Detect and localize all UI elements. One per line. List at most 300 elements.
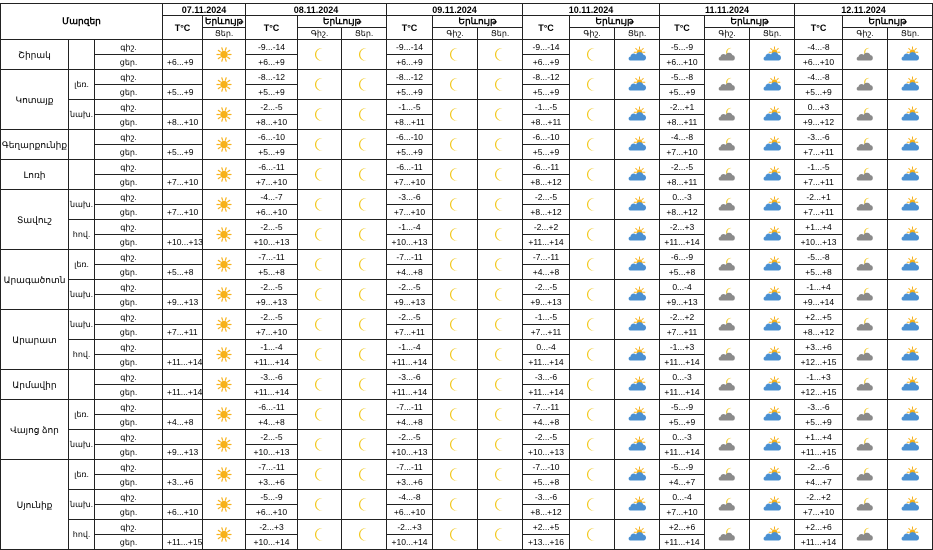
day-weather-cell	[342, 280, 387, 310]
temperature-cell: -1...-5	[387, 100, 433, 115]
weather-header: Երևույթ	[843, 16, 933, 28]
temperature-cell: +5...+9	[660, 415, 705, 430]
temperature-cell: -2...-5	[246, 280, 298, 295]
time-of-day-label: ցեր.	[95, 115, 163, 130]
date-header: 12.11.2024	[795, 4, 933, 16]
moon-icon	[298, 497, 341, 512]
moon-icon	[478, 77, 522, 92]
temp-header: T°C	[523, 16, 570, 40]
day-weather-cell	[342, 220, 387, 250]
temperature-cell: +11...+14	[660, 535, 705, 550]
temperature-cell: +8...+10	[163, 115, 203, 130]
moon-icon	[298, 77, 341, 92]
temperature-cell: +7...+11	[387, 325, 433, 340]
temperature-cell: +10...+13	[795, 235, 843, 250]
partly-cloudy-day-icon	[750, 407, 794, 422]
moon-icon	[298, 287, 341, 302]
moon-icon	[342, 47, 386, 62]
partly-cloudy-night-icon	[843, 107, 887, 122]
night-weather-cell	[570, 400, 615, 430]
subregion-label: հով.	[69, 340, 95, 370]
night-weather-cell	[433, 250, 478, 280]
temperature-cell: -2...-5	[387, 310, 433, 325]
temperature-cell: +5...+9	[660, 85, 705, 100]
temperature-cell: +6...+10	[246, 205, 298, 220]
temp-header: T°C	[163, 16, 203, 40]
day-weather-cell	[615, 280, 660, 310]
temperature-cell: -7...-11	[246, 460, 298, 475]
temperature-cell: +7...+11	[795, 145, 843, 160]
temperature-cell: +3...+6	[795, 340, 843, 355]
sun-icon	[203, 527, 245, 542]
temperature-cell	[163, 280, 203, 295]
time-of-day-label: ցեր.	[95, 145, 163, 160]
temperature-cell: +5...+9	[387, 145, 433, 160]
temperature-cell: +7...+11	[660, 325, 705, 340]
temperature-cell: +8...+10	[246, 115, 298, 130]
night-header: Գիշ.	[705, 28, 750, 40]
temperature-cell: -1...-4	[246, 340, 298, 355]
subregion-label: նախ.	[69, 310, 95, 340]
time-of-day-label: ցեր.	[95, 535, 163, 550]
table-row	[1, 310, 933, 325]
partly-cloudy-day-icon	[615, 107, 659, 122]
day-weather-cell	[478, 310, 523, 340]
night-weather-cell	[843, 130, 888, 160]
partly-cloudy-day-icon	[615, 77, 659, 92]
temperature-cell: +2...+5	[523, 520, 570, 535]
sun-icon	[203, 77, 245, 92]
temperature-cell	[163, 520, 203, 535]
sun-icon	[203, 47, 245, 62]
partly-cloudy-day-icon	[888, 107, 932, 122]
time-of-day-label: ցեր.	[95, 505, 163, 520]
subregion-label: լեռ.	[69, 70, 95, 100]
temperature-cell: +8...+12	[660, 205, 705, 220]
night-weather-cell	[843, 400, 888, 430]
temperature-cell: +10...+13	[246, 235, 298, 250]
temperature-cell: +11...+14	[246, 355, 298, 370]
night-weather-cell	[298, 130, 342, 160]
day-weather-cell	[615, 160, 660, 190]
time-of-day-label: ցեր.	[95, 385, 163, 400]
time-of-day-label: գիշ.	[95, 460, 163, 475]
weather-icon-cell	[203, 40, 246, 70]
temperature-cell: +5...+8	[523, 475, 570, 490]
day-weather-cell	[615, 130, 660, 160]
time-of-day-label: գիշ.	[95, 310, 163, 325]
sun-icon	[203, 227, 245, 242]
moon-icon	[478, 497, 522, 512]
night-weather-cell	[705, 370, 750, 400]
moon-icon	[433, 527, 477, 542]
temperature-cell: -6...-10	[246, 130, 298, 145]
partly-cloudy-day-icon	[750, 227, 794, 242]
night-weather-cell	[298, 70, 342, 100]
moon-icon	[298, 47, 341, 62]
day-weather-cell	[750, 190, 795, 220]
moon-icon	[342, 527, 386, 542]
day-weather-cell	[750, 460, 795, 490]
partly-cloudy-night-icon	[843, 407, 887, 422]
temperature-cell: +4...+8	[163, 415, 203, 430]
day-weather-cell	[342, 40, 387, 70]
weather-icon-cell	[203, 70, 246, 100]
day-weather-cell	[478, 400, 523, 430]
partly-cloudy-day-icon	[615, 497, 659, 512]
temperature-cell: -9...-14	[523, 40, 570, 55]
night-weather-cell	[705, 190, 750, 220]
temperature-cell: +3...+6	[387, 475, 433, 490]
partly-cloudy-night-icon	[843, 377, 887, 392]
temperature-cell	[163, 190, 203, 205]
day-weather-cell	[478, 220, 523, 250]
day-weather-cell	[615, 430, 660, 460]
time-of-day-label: ցեր.	[95, 415, 163, 430]
day-weather-cell	[750, 250, 795, 280]
night-weather-cell	[570, 460, 615, 490]
temperature-cell	[163, 370, 203, 385]
night-weather-cell	[298, 520, 342, 550]
partly-cloudy-day-icon	[888, 47, 932, 62]
day-weather-cell	[342, 430, 387, 460]
night-weather-cell	[705, 310, 750, 340]
temperature-cell: -1...-5	[523, 310, 570, 325]
day-weather-cell	[478, 430, 523, 460]
day-weather-cell	[750, 430, 795, 460]
subregion-label: հով.	[69, 520, 95, 550]
temperature-cell: +5...+8	[163, 265, 203, 280]
temperature-cell: +8...+11	[660, 175, 705, 190]
moon-icon	[478, 47, 522, 62]
night-weather-cell	[705, 220, 750, 250]
night-weather-cell	[843, 70, 888, 100]
temperature-cell: 0...-3	[660, 370, 705, 385]
partly-cloudy-day-icon	[888, 407, 932, 422]
temperature-cell: -2...-5	[246, 430, 298, 445]
day-weather-cell	[615, 490, 660, 520]
temperature-cell: -6...-11	[523, 160, 570, 175]
temperature-cell	[163, 490, 203, 505]
partly-cloudy-night-icon	[705, 377, 749, 392]
moon-icon	[433, 47, 477, 62]
temperature-cell: +10...+13	[163, 235, 203, 250]
day-header: Ցեր.	[342, 28, 387, 40]
partly-cloudy-night-icon	[705, 497, 749, 512]
temperature-cell: +10...+13	[387, 235, 433, 250]
temperature-cell: -1...+3	[795, 370, 843, 385]
night-weather-cell	[705, 40, 750, 70]
night-weather-cell	[433, 430, 478, 460]
night-weather-cell	[298, 430, 342, 460]
time-of-day-label: գիշ.	[95, 70, 163, 85]
day-weather-cell	[888, 280, 933, 310]
temperature-cell: +5...+9	[246, 145, 298, 160]
weather-icon-cell	[203, 220, 246, 250]
temperature-cell: +7...+10	[795, 505, 843, 520]
sun-icon	[203, 137, 245, 152]
partly-cloudy-day-icon	[615, 347, 659, 362]
day-weather-cell	[342, 310, 387, 340]
temperature-cell: -8...-12	[246, 70, 298, 85]
forecast-table	[0, 3, 933, 550]
temperature-cell: -2...-6	[795, 460, 843, 475]
temperature-cell: +7...+10	[163, 175, 203, 190]
temperature-cell: -6...-11	[246, 400, 298, 415]
partly-cloudy-day-icon	[888, 497, 932, 512]
weather-icon-cell	[203, 490, 246, 520]
moon-icon	[570, 407, 614, 422]
day-weather-cell	[615, 250, 660, 280]
day-weather-cell	[750, 280, 795, 310]
temperature-cell: -2...-5	[523, 430, 570, 445]
table-row	[1, 490, 933, 505]
time-of-day-label: ցեր.	[95, 55, 163, 70]
subregion-label: հով.	[69, 220, 95, 250]
day-weather-cell	[888, 520, 933, 550]
partly-cloudy-day-icon	[888, 77, 932, 92]
temperature-cell: -3...-6	[523, 370, 570, 385]
moon-icon	[342, 257, 386, 272]
time-of-day-label: ցեր.	[95, 295, 163, 310]
partly-cloudy-night-icon	[705, 347, 749, 362]
day-weather-cell	[888, 490, 933, 520]
temperature-cell: 0...-3	[660, 190, 705, 205]
day-weather-cell	[888, 190, 933, 220]
moon-icon	[342, 107, 386, 122]
temperature-cell: -1...-4	[387, 340, 433, 355]
temperature-cell	[163, 70, 203, 85]
partly-cloudy-day-icon	[615, 197, 659, 212]
temperature-cell: +11...+14	[660, 355, 705, 370]
partly-cloudy-night-icon	[705, 167, 749, 182]
day-weather-cell	[342, 100, 387, 130]
table-row	[1, 70, 933, 85]
temperature-cell: -2...-5	[246, 310, 298, 325]
temperature-cell: +10...+13	[387, 445, 433, 460]
night-weather-cell	[298, 100, 342, 130]
temperature-cell: +11...+14	[163, 355, 203, 370]
day-weather-cell	[888, 340, 933, 370]
temperature-cell: +9...+12	[795, 115, 843, 130]
temperature-cell: +9...+14	[795, 295, 843, 310]
night-weather-cell	[433, 190, 478, 220]
day-weather-cell	[478, 340, 523, 370]
temperature-cell: -7...-11	[387, 250, 433, 265]
moon-icon	[298, 437, 341, 452]
moon-icon	[433, 257, 477, 272]
temperature-cell: -5...-8	[795, 250, 843, 265]
night-weather-cell	[570, 340, 615, 370]
day-weather-cell	[888, 310, 933, 340]
partly-cloudy-day-icon	[615, 227, 659, 242]
temperature-cell: +5...+8	[795, 265, 843, 280]
temperature-cell: +11...+14	[163, 385, 203, 400]
partly-cloudy-night-icon	[705, 77, 749, 92]
moon-icon	[342, 407, 386, 422]
day-weather-cell	[478, 190, 523, 220]
night-header: Գիշ.	[433, 28, 478, 40]
partly-cloudy-day-icon	[888, 257, 932, 272]
temperature-cell: -7...-11	[387, 460, 433, 475]
partly-cloudy-day-icon	[750, 437, 794, 452]
moon-icon	[433, 227, 477, 242]
temperature-cell: +11...+14	[246, 385, 298, 400]
region-name: Կոտայք	[1, 70, 69, 130]
partly-cloudy-day-icon	[750, 497, 794, 512]
moon-icon	[478, 377, 522, 392]
day-weather-cell	[342, 370, 387, 400]
night-weather-cell	[433, 100, 478, 130]
temperature-cell: -9...-14	[387, 40, 433, 55]
temperature-cell: +11...+14	[795, 535, 843, 550]
partly-cloudy-night-icon	[843, 257, 887, 272]
date-header: 08.11.2024	[246, 4, 387, 16]
temperature-cell: -8...-12	[387, 70, 433, 85]
day-weather-cell	[888, 160, 933, 190]
night-weather-cell	[570, 280, 615, 310]
temperature-cell: +6...+10	[660, 55, 705, 70]
time-of-day-label: գիշ.	[95, 250, 163, 265]
subregion-label: նախ.	[69, 490, 95, 520]
temperature-cell: +9...+13	[660, 295, 705, 310]
temperature-cell: -1...+4	[795, 280, 843, 295]
night-weather-cell	[705, 520, 750, 550]
moon-icon	[342, 197, 386, 212]
temperature-cell: +8...+11	[523, 115, 570, 130]
temperature-cell: +4...+8	[387, 415, 433, 430]
night-header: Գիշ.	[298, 28, 342, 40]
night-weather-cell	[433, 160, 478, 190]
temperature-cell: +8...+12	[523, 175, 570, 190]
partly-cloudy-day-icon	[750, 527, 794, 542]
temperature-cell: +11...+15	[163, 535, 203, 550]
temperature-cell: -2...+3	[246, 520, 298, 535]
day-weather-cell	[615, 370, 660, 400]
night-weather-cell	[705, 130, 750, 160]
partly-cloudy-night-icon	[705, 287, 749, 302]
region-name: Արագածոտն	[1, 250, 69, 310]
partly-cloudy-day-icon	[750, 257, 794, 272]
temperature-cell: -4...-8	[795, 40, 843, 55]
temperature-cell: +8...+12	[523, 205, 570, 220]
temperature-cell: 0...-4	[660, 280, 705, 295]
weather-header: Երևույթ	[705, 16, 795, 28]
temperature-cell: +9...+13	[523, 295, 570, 310]
temperature-cell	[163, 400, 203, 415]
day-weather-cell	[342, 400, 387, 430]
moon-icon	[478, 137, 522, 152]
night-weather-cell	[298, 190, 342, 220]
partly-cloudy-night-icon	[843, 347, 887, 362]
sun-icon	[203, 287, 245, 302]
temperature-cell: +4...+8	[246, 415, 298, 430]
partly-cloudy-day-icon	[888, 167, 932, 182]
time-of-day-label: գիշ.	[95, 430, 163, 445]
time-of-day-label: գիշ.	[95, 340, 163, 355]
table-row	[1, 220, 933, 235]
table-row	[1, 100, 933, 115]
partly-cloudy-day-icon	[615, 437, 659, 452]
partly-cloudy-night-icon	[843, 467, 887, 482]
temperature-cell	[163, 430, 203, 445]
day-weather-cell	[888, 460, 933, 490]
date-header: 07.11.2024	[163, 4, 246, 16]
moon-icon	[570, 437, 614, 452]
moon-icon	[342, 167, 386, 182]
day-weather-cell	[478, 70, 523, 100]
temperature-cell: 0...-3	[660, 430, 705, 445]
temperature-cell: -3...-6	[523, 490, 570, 505]
day-weather-cell	[888, 400, 933, 430]
temperature-cell: -2...+3	[660, 220, 705, 235]
temperature-cell: +7...+10	[660, 145, 705, 160]
temperature-cell: -4...-7	[246, 190, 298, 205]
temperature-cell: +7...+11	[795, 205, 843, 220]
temp-header: T°C	[660, 16, 705, 40]
night-weather-cell	[570, 130, 615, 160]
temperature-cell: +6...+9	[163, 55, 203, 70]
moon-icon	[478, 467, 522, 482]
date-header: 11.11.2024	[660, 4, 795, 16]
partly-cloudy-day-icon	[750, 77, 794, 92]
partly-cloudy-day-icon	[750, 47, 794, 62]
moon-icon	[298, 467, 341, 482]
temperature-cell: -2...+1	[795, 190, 843, 205]
time-of-day-label: ցեր.	[95, 235, 163, 250]
night-weather-cell	[433, 310, 478, 340]
moon-icon	[433, 437, 477, 452]
night-weather-cell	[843, 520, 888, 550]
moon-icon	[342, 437, 386, 452]
time-of-day-label: ցեր.	[95, 205, 163, 220]
sun-icon	[203, 197, 245, 212]
moon-icon	[433, 287, 477, 302]
subregion-label: նախ.	[69, 100, 95, 130]
day-weather-cell	[615, 220, 660, 250]
partly-cloudy-night-icon	[705, 227, 749, 242]
day-weather-cell	[342, 190, 387, 220]
moon-icon	[570, 257, 614, 272]
temp-header: T°C	[795, 16, 843, 40]
moon-icon	[478, 527, 522, 542]
day-weather-cell	[888, 370, 933, 400]
partly-cloudy-day-icon	[888, 467, 932, 482]
time-of-day-label: գիշ.	[95, 220, 163, 235]
time-of-day-label: ցեր.	[95, 475, 163, 490]
night-weather-cell	[298, 280, 342, 310]
temperature-cell: +4...+7	[795, 475, 843, 490]
partly-cloudy-day-icon	[615, 467, 659, 482]
night-weather-cell	[298, 490, 342, 520]
weather-icon-cell	[203, 100, 246, 130]
weather-icon-cell	[203, 460, 246, 490]
temperature-cell: +9...+13	[163, 445, 203, 460]
temperature-cell: +11...+14	[523, 355, 570, 370]
partly-cloudy-day-icon	[750, 347, 794, 362]
temperature-cell: +7...+11	[523, 325, 570, 340]
partly-cloudy-day-icon	[750, 137, 794, 152]
temperature-cell	[163, 250, 203, 265]
temperature-cell: -7...-11	[523, 250, 570, 265]
subregion-label: լեռ.	[69, 250, 95, 280]
night-weather-cell	[843, 310, 888, 340]
time-of-day-label: գիշ.	[95, 520, 163, 535]
day-weather-cell	[342, 520, 387, 550]
table-row	[1, 400, 933, 415]
temperature-cell: +9...+13	[163, 295, 203, 310]
night-weather-cell	[298, 220, 342, 250]
